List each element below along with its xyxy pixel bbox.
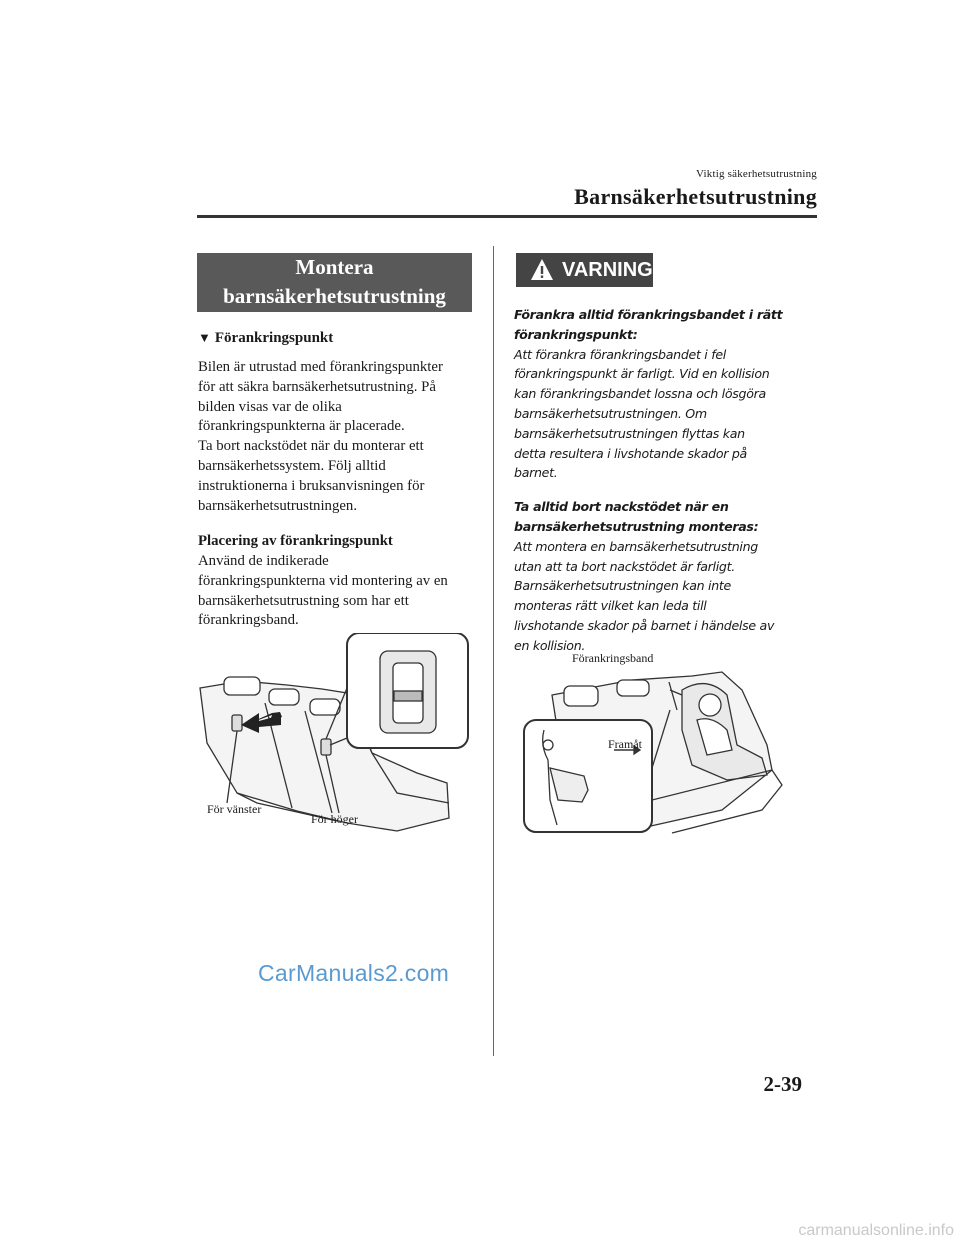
warning-line: Förankra alltid förankringsbandet i rätt bbox=[514, 307, 783, 322]
warning-line: barnsäkerhetsutrustning monteras: bbox=[514, 518, 759, 534]
placement-heading: Placering av förankringspunkt bbox=[198, 533, 393, 549]
text-line: Använd de indikerade bbox=[198, 553, 329, 569]
subheading-text: Förankringspunkt bbox=[214, 330, 334, 346]
column-divider bbox=[493, 246, 494, 1056]
warning-line: en kollision. bbox=[514, 637, 586, 653]
warning-line: barnet. bbox=[514, 465, 558, 481]
warning-badge bbox=[516, 253, 653, 287]
intro-paragraph bbox=[198, 358, 478, 516]
text-line: barnsäkerhetsutrustningen. bbox=[198, 497, 358, 514]
paragraph-gap bbox=[514, 483, 799, 497]
section-label: Viktig säkerhetsutrustning bbox=[696, 168, 817, 180]
warning-line: barnsäkerhetsutrustningen. Om bbox=[514, 405, 707, 421]
left-anchor-label: För vänster bbox=[207, 802, 262, 816]
warning-line: Ta alltid bort nackstödet när en bbox=[514, 499, 729, 515]
text-line: Bilen är utrustad med förankringspunkter bbox=[198, 359, 443, 375]
tether-strap-label: Förankringsband bbox=[572, 651, 654, 665]
warning-line: barnsäkerhetsutrustningen flyttas kan bbox=[514, 425, 745, 441]
warning-line: Att förankra förankringsbandet i fel bbox=[514, 346, 726, 362]
right-anchor-label: För höger bbox=[311, 812, 358, 826]
warning-text bbox=[514, 305, 799, 656]
warning-icon bbox=[530, 258, 554, 282]
warning-label: VARNING bbox=[562, 258, 653, 281]
warning-line: Att montera en barnsäkerhetsutrustning bbox=[514, 538, 758, 554]
text-line: barnsäkerhetsutrustning som har ett bbox=[198, 592, 409, 609]
rear-seat-anchor-figure bbox=[197, 633, 472, 843]
text-line: bilden visas var de olika bbox=[198, 398, 342, 415]
child-seat-illustration bbox=[522, 650, 814, 835]
text-line: Ta bort nackstödet när du monterar ett bbox=[198, 438, 424, 455]
header-rule bbox=[197, 215, 817, 218]
text-line: förankringspunkterna vid montering av en bbox=[198, 572, 448, 589]
page-number: 2-39 bbox=[763, 1072, 802, 1096]
warning-line: förankringspunkt: bbox=[514, 326, 638, 342]
page-header-title: Barnsäkerhetsutrustning bbox=[574, 184, 817, 209]
warning-line: förankringspunkt är farligt. Vid en kollision bbox=[514, 366, 770, 382]
text-line: instruktionerna i bruksanvisningen för bbox=[198, 477, 425, 494]
warning-line: monteras rätt vilket kan leda till bbox=[514, 598, 707, 614]
warning-line: kan förankringsbandet lossna och lösgöra bbox=[514, 386, 766, 402]
triangle-down-icon: ▼ bbox=[198, 330, 211, 345]
section-title-box bbox=[197, 253, 472, 312]
section-title-line-1: Montera bbox=[295, 255, 374, 279]
forward-direction-label: Framåt bbox=[608, 737, 642, 751]
footer-watermark: carmanualsonline.info bbox=[798, 1222, 954, 1239]
watermark-text: CarManuals2.com bbox=[258, 960, 450, 986]
section-title-line-2: barnsäkerhetsutrustning bbox=[223, 284, 446, 308]
text-line: förankringspunkterna är placerade. bbox=[198, 418, 405, 435]
subheading bbox=[198, 330, 333, 347]
text-line: förankringsband. bbox=[198, 612, 299, 629]
warning-line: utan att ta bort nackstödet är farligt. bbox=[514, 558, 735, 574]
warning-line: Barnsäkerhetsutrustningen kan inte bbox=[514, 578, 731, 594]
text-line: barnsäkerhetssystem. Följ alltid bbox=[198, 457, 386, 474]
placement-paragraph bbox=[198, 552, 478, 631]
warning-line: livshotande skador på barnet i händelse av bbox=[514, 617, 775, 633]
text-line: för att säkra barnsäkerhetsutrustning. På bbox=[198, 378, 436, 395]
warning-line: detta resultera i livshotande skador på bbox=[514, 445, 747, 461]
tether-strap-figure bbox=[522, 650, 814, 835]
